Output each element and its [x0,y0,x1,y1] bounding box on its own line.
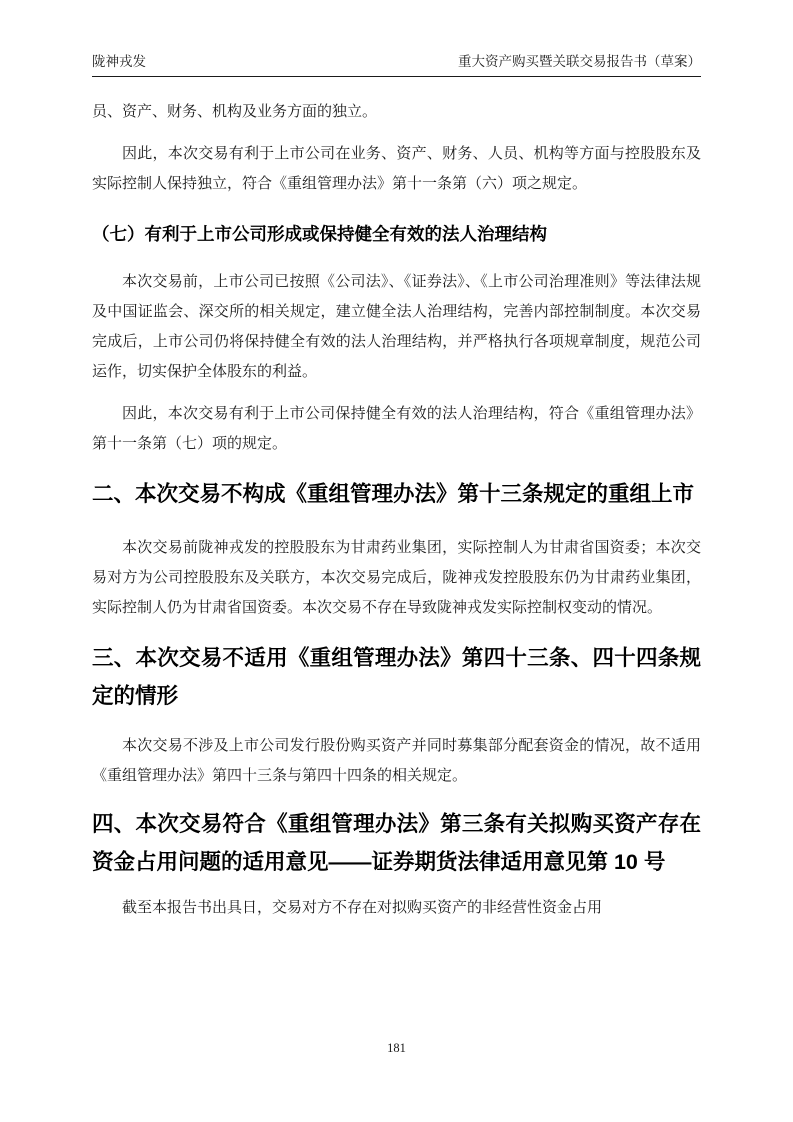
section-heading: 二、本次交易不构成《重组管理办法》第十三条规定的重组上市 [92,482,695,506]
paragraph: 本次交易前陇神戎发的控股股东为甘肃药业集团，实际控制人为甘肃省国资委；本次交易对方为公司控股股东及关联方，本次交易完成后，陇神戎发控股股东仍为甘肃药业集团，实际控制人仍为甘肃省国资委。本次交易不存在导致陇神戎发实际控制权变动的情况。 [92,540,701,616]
paragraph: 截至本报告书出具日，交易对方不存在对拟购买资产的非经营性资金占用 [122,900,603,916]
section-heading: 三、本次交易不适用《重组管理办法》第四十三条、四十四条规定的情形 [92,646,701,708]
header-company-name: 陇神戎发 [92,54,146,69]
page-header [92,52,701,77]
paragraph: 因此，本次交易有利于上市公司在业务、资产、财务、人员、机构等方面与控股股东及实际控制人保持独立，符合《重组管理办法》第十一条第（六）项之规定。 [92,146,701,192]
section-heading: 四、本次交易符合《重组管理办法》第三条有关拟购买资产存在资金占用问题的适用意见——证券期货法律适用意见第 10 号 [92,812,701,874]
header-report-title: 重大资产购买暨关联交易报告书（草案） [458,54,701,69]
paragraph: 本次交易不涉及上市公司发行股份购买资产并同时募集部分配套资金的情况，故不适用《重组管理办法》第四十三条与第四十四条的相关规定。 [92,738,701,784]
page-number: 181 [387,1041,406,1055]
subsection-heading: （七）有利于上市公司形成或保持健全有效的法人治理结构 [92,224,547,244]
paragraph: 因此，本次交易有利于上市公司保持健全有效的法人治理结构，符合《重组管理办法》第十一条第（七）项的规定。 [92,406,701,452]
paragraph: 本次交易前，上市公司已按照《公司法》、《证券法》、《上市公司治理准则》等法律法规及中国证监会、深交所的相关规定，建立健全法人治理结构，完善内部控制制度。本次交易完成后，上市公司仍将保持健全有效的法人治理结构，并严格执行各项规章制度，规范公司运作，切实保护全体股东的利益。 [92,274,701,380]
paragraph: 员、资产、财务、机构及业务方面的独立。 [92,104,378,120]
